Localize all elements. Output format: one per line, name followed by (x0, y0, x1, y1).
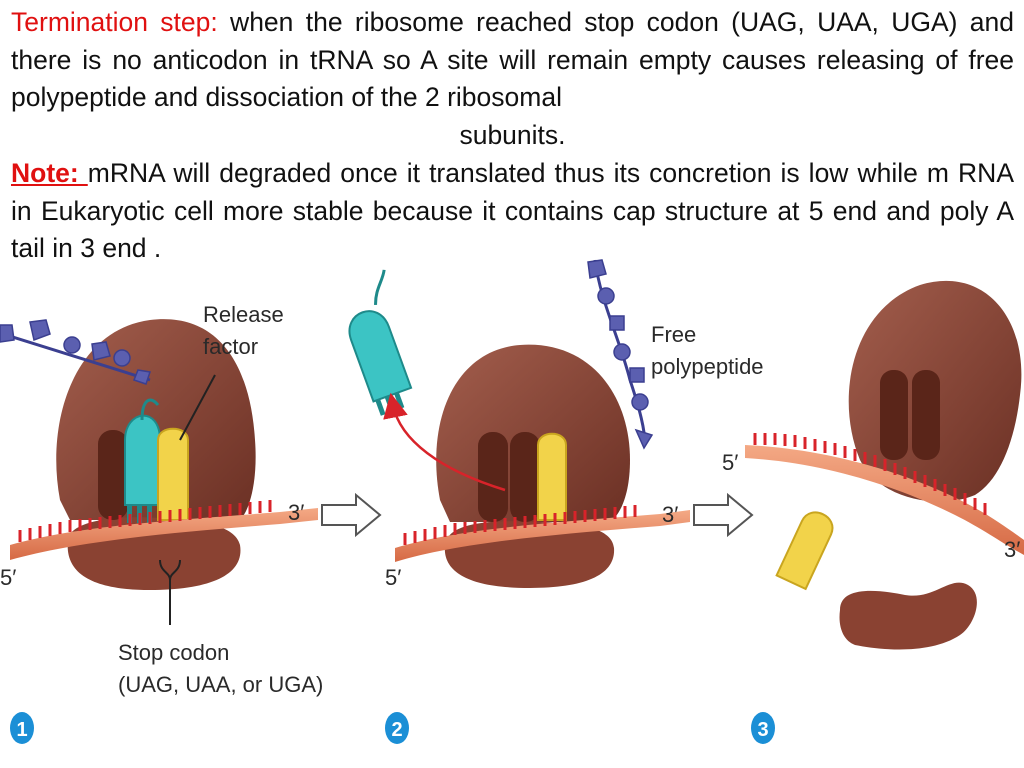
end-3-label-3: 3′ (1004, 537, 1021, 562)
release-factor-label-line1: Release (203, 302, 284, 327)
termination-step-label: Termination step: (11, 7, 218, 37)
free-polypeptide-label-line1: Free (651, 322, 697, 347)
p-site-2 (510, 432, 540, 522)
end-3-label-2: 3′ (662, 502, 679, 527)
end-5-label-3: 5′ (722, 450, 739, 475)
release-factor-2 (538, 434, 566, 520)
site-3b (912, 370, 940, 460)
dissociated-small-subunit (840, 583, 977, 650)
termination-description: when the ribosome reached stop codon (UAG, UAA, UGA) and there is no anticodon in tRNA so A site will remain empty causes releasing of free polypeptide and dissociation of the 2 ribosomal (11, 7, 1014, 113)
released-release-factor (777, 507, 838, 588)
step-badge-3 (751, 712, 775, 744)
free-polypeptide-label-line2: polypeptide (651, 354, 764, 379)
end-3-label-1: 3′ (288, 500, 305, 525)
panel-2 (332, 260, 763, 590)
note-text: mRNA will degraded once it translated thus its concretion is low while m RNA in Eukaryotic cell more stable because it contains cap structure at 5 end and poly A tail in 3 end . (11, 157, 1014, 264)
step-number-3: 3 (757, 719, 769, 741)
released-trna (332, 270, 430, 417)
termination-description-tail: subunits. (459, 120, 566, 151)
stop-codon-label-line2: (UAG, UAA, or UGA) (118, 672, 324, 697)
note-label: Note: (11, 157, 88, 188)
panel-1 (0, 302, 323, 697)
site-3a (880, 370, 908, 460)
e-site-2 (478, 432, 508, 522)
step-arrow-1 (322, 495, 380, 535)
panel-3 (722, 281, 1024, 650)
step-number-2: 2 (391, 719, 403, 741)
step-arrow-2 (694, 495, 752, 535)
step-badge-2 (385, 712, 409, 744)
stop-codon-label-line1: Stop codon (118, 640, 230, 665)
release-factor (158, 429, 188, 520)
step-number-1: 1 (16, 719, 28, 741)
end-5-label-1: 5′ (0, 565, 17, 590)
step-badge-1 (10, 712, 34, 744)
e-site (98, 430, 128, 520)
release-factor-label-line2: factor (203, 334, 259, 359)
end-5-label-2: 5′ (385, 565, 402, 590)
